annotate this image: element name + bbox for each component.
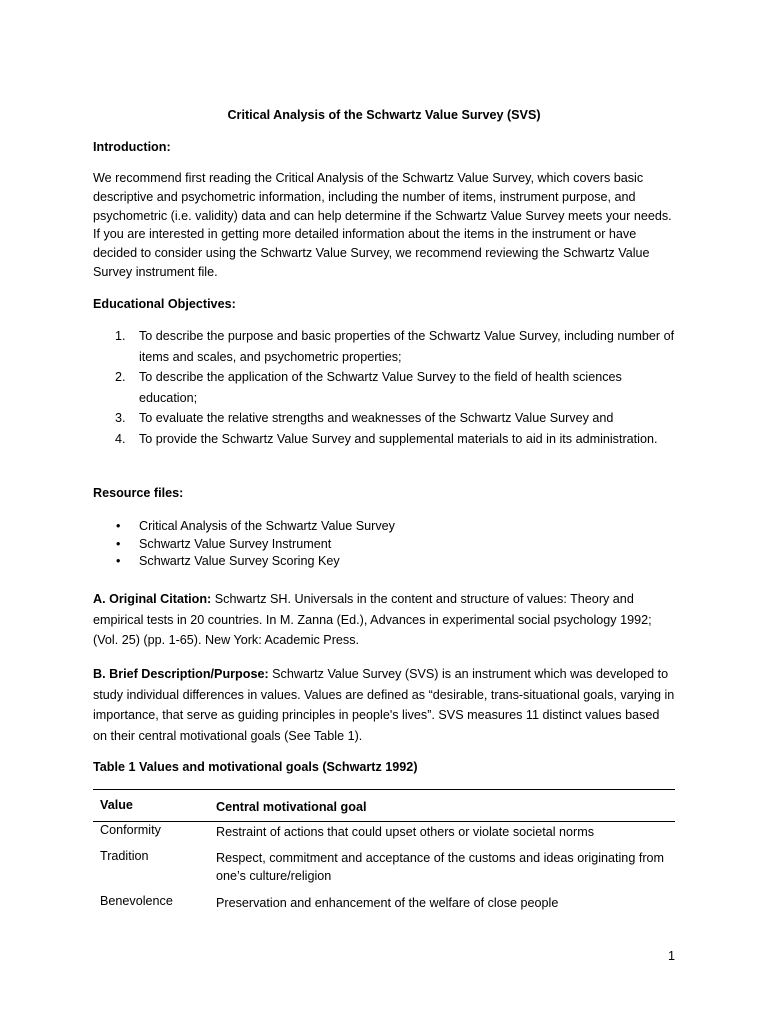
bullet-icon: • (116, 536, 121, 551)
bullet-icon: • (116, 554, 121, 569)
page-number: 1 (667, 949, 675, 963)
brief-description (93, 664, 675, 746)
table-cell-value: Benevolence (100, 894, 173, 908)
description-label: B. Brief Description/Purpose: (93, 667, 269, 681)
resource-files-list (93, 518, 395, 571)
citation-label: A. Original Citation: (93, 592, 212, 606)
objective-number: 3. (115, 411, 126, 425)
resource-file-item (93, 536, 395, 554)
description-text: Schwartz Value Survey (SVS) is an instrument which was developed to study individual differences in values. Values are defined as “desirable, trans-situational goals, varying in importance, that serve as guiding principles in people's lives”. SVS measures 11 distinct values based on their central motivational goals (See Table 1). (93, 667, 675, 743)
table-cell-value: Tradition (100, 849, 149, 863)
resource-file-name: Schwartz Value Survey Instrument (139, 536, 332, 551)
objective-text: To provide the Schwartz Value Survey and supplemental materials to aid in its administration. (139, 431, 658, 446)
objective-item (93, 408, 675, 429)
objective-text: To describe the purpose and basic properties of the Schwartz Value Survey, including number of items and scales, and psychometric properties; (139, 329, 675, 364)
table-title: Table 1 Values and motivational goals (Schwartz 1992) (93, 760, 418, 774)
table-cell-goal: Respect, commitment and acceptance of the customs and ideas originating from one’s culture/religion (216, 851, 665, 883)
objective-item (93, 367, 675, 408)
objective-number: 4. (115, 431, 126, 446)
table-row (93, 822, 675, 848)
table-cell-value: Conformity (100, 823, 161, 837)
objective-text: To describe the application of the Schwartz Value Survey to the field of health sciences education; (139, 370, 622, 405)
objective-text: To evaluate the relative strengths and weaknesses of the Schwartz Value Survey and (139, 411, 614, 425)
table-cell-goal: Restraint of actions that could upset others or violate societal norms (216, 825, 595, 839)
resource-file-item (93, 553, 395, 571)
table-row (93, 848, 675, 893)
resources-heading: Resource files: (93, 486, 184, 500)
objective-number: 2. (115, 370, 126, 384)
objective-number: 1. (115, 329, 126, 343)
objectives-heading: Educational Objectives: (93, 297, 236, 311)
bullet-icon: • (116, 519, 121, 533)
objective-item (93, 326, 675, 367)
resource-file-item (93, 518, 395, 536)
column-header-value: Value (100, 798, 133, 812)
citation-text: Schwartz SH. Universals in the content and structure of values: Theory and empirical tests in 20 countries. In M. Zanna (Ed.), Advances in experimental social psychology 1992; (Vol. 25) (pp. 1-65). New York: Academic Press. (93, 592, 652, 648)
original-citation (93, 589, 675, 651)
document-title: Critical Analysis of the Schwartz Value Survey (SVS) (227, 108, 541, 122)
values-table (93, 789, 675, 917)
column-header-goal: Central motivational goal (216, 800, 367, 814)
resource-file-name: Critical Analysis of the Schwartz Value Survey (139, 519, 395, 533)
resource-file-name: Schwartz Value Survey Scoring Key (139, 554, 340, 569)
introduction-heading: Introduction: (93, 140, 171, 154)
introduction-text: We recommend first reading the Critical Analysis of the Schwartz Value Survey, which covers basic descriptive and psychometric information, including the number of items, instrument purpose, and psychometric (i.e. validity) data and can help determine if the Schwartz Value Survey meets your needs. If you are interested in getting more detailed information about the items in the instrument or have decided to consider using the Schwartz Value Survey, we recommend reviewing the Schwartz Value Survey instrument file. (93, 171, 672, 279)
table-cell-goal: Preservation and enhancement of the welfare of close people (216, 896, 559, 910)
table-row (93, 893, 675, 917)
objective-item (93, 429, 675, 450)
table-header-row (93, 790, 675, 822)
objectives-list (93, 326, 675, 449)
